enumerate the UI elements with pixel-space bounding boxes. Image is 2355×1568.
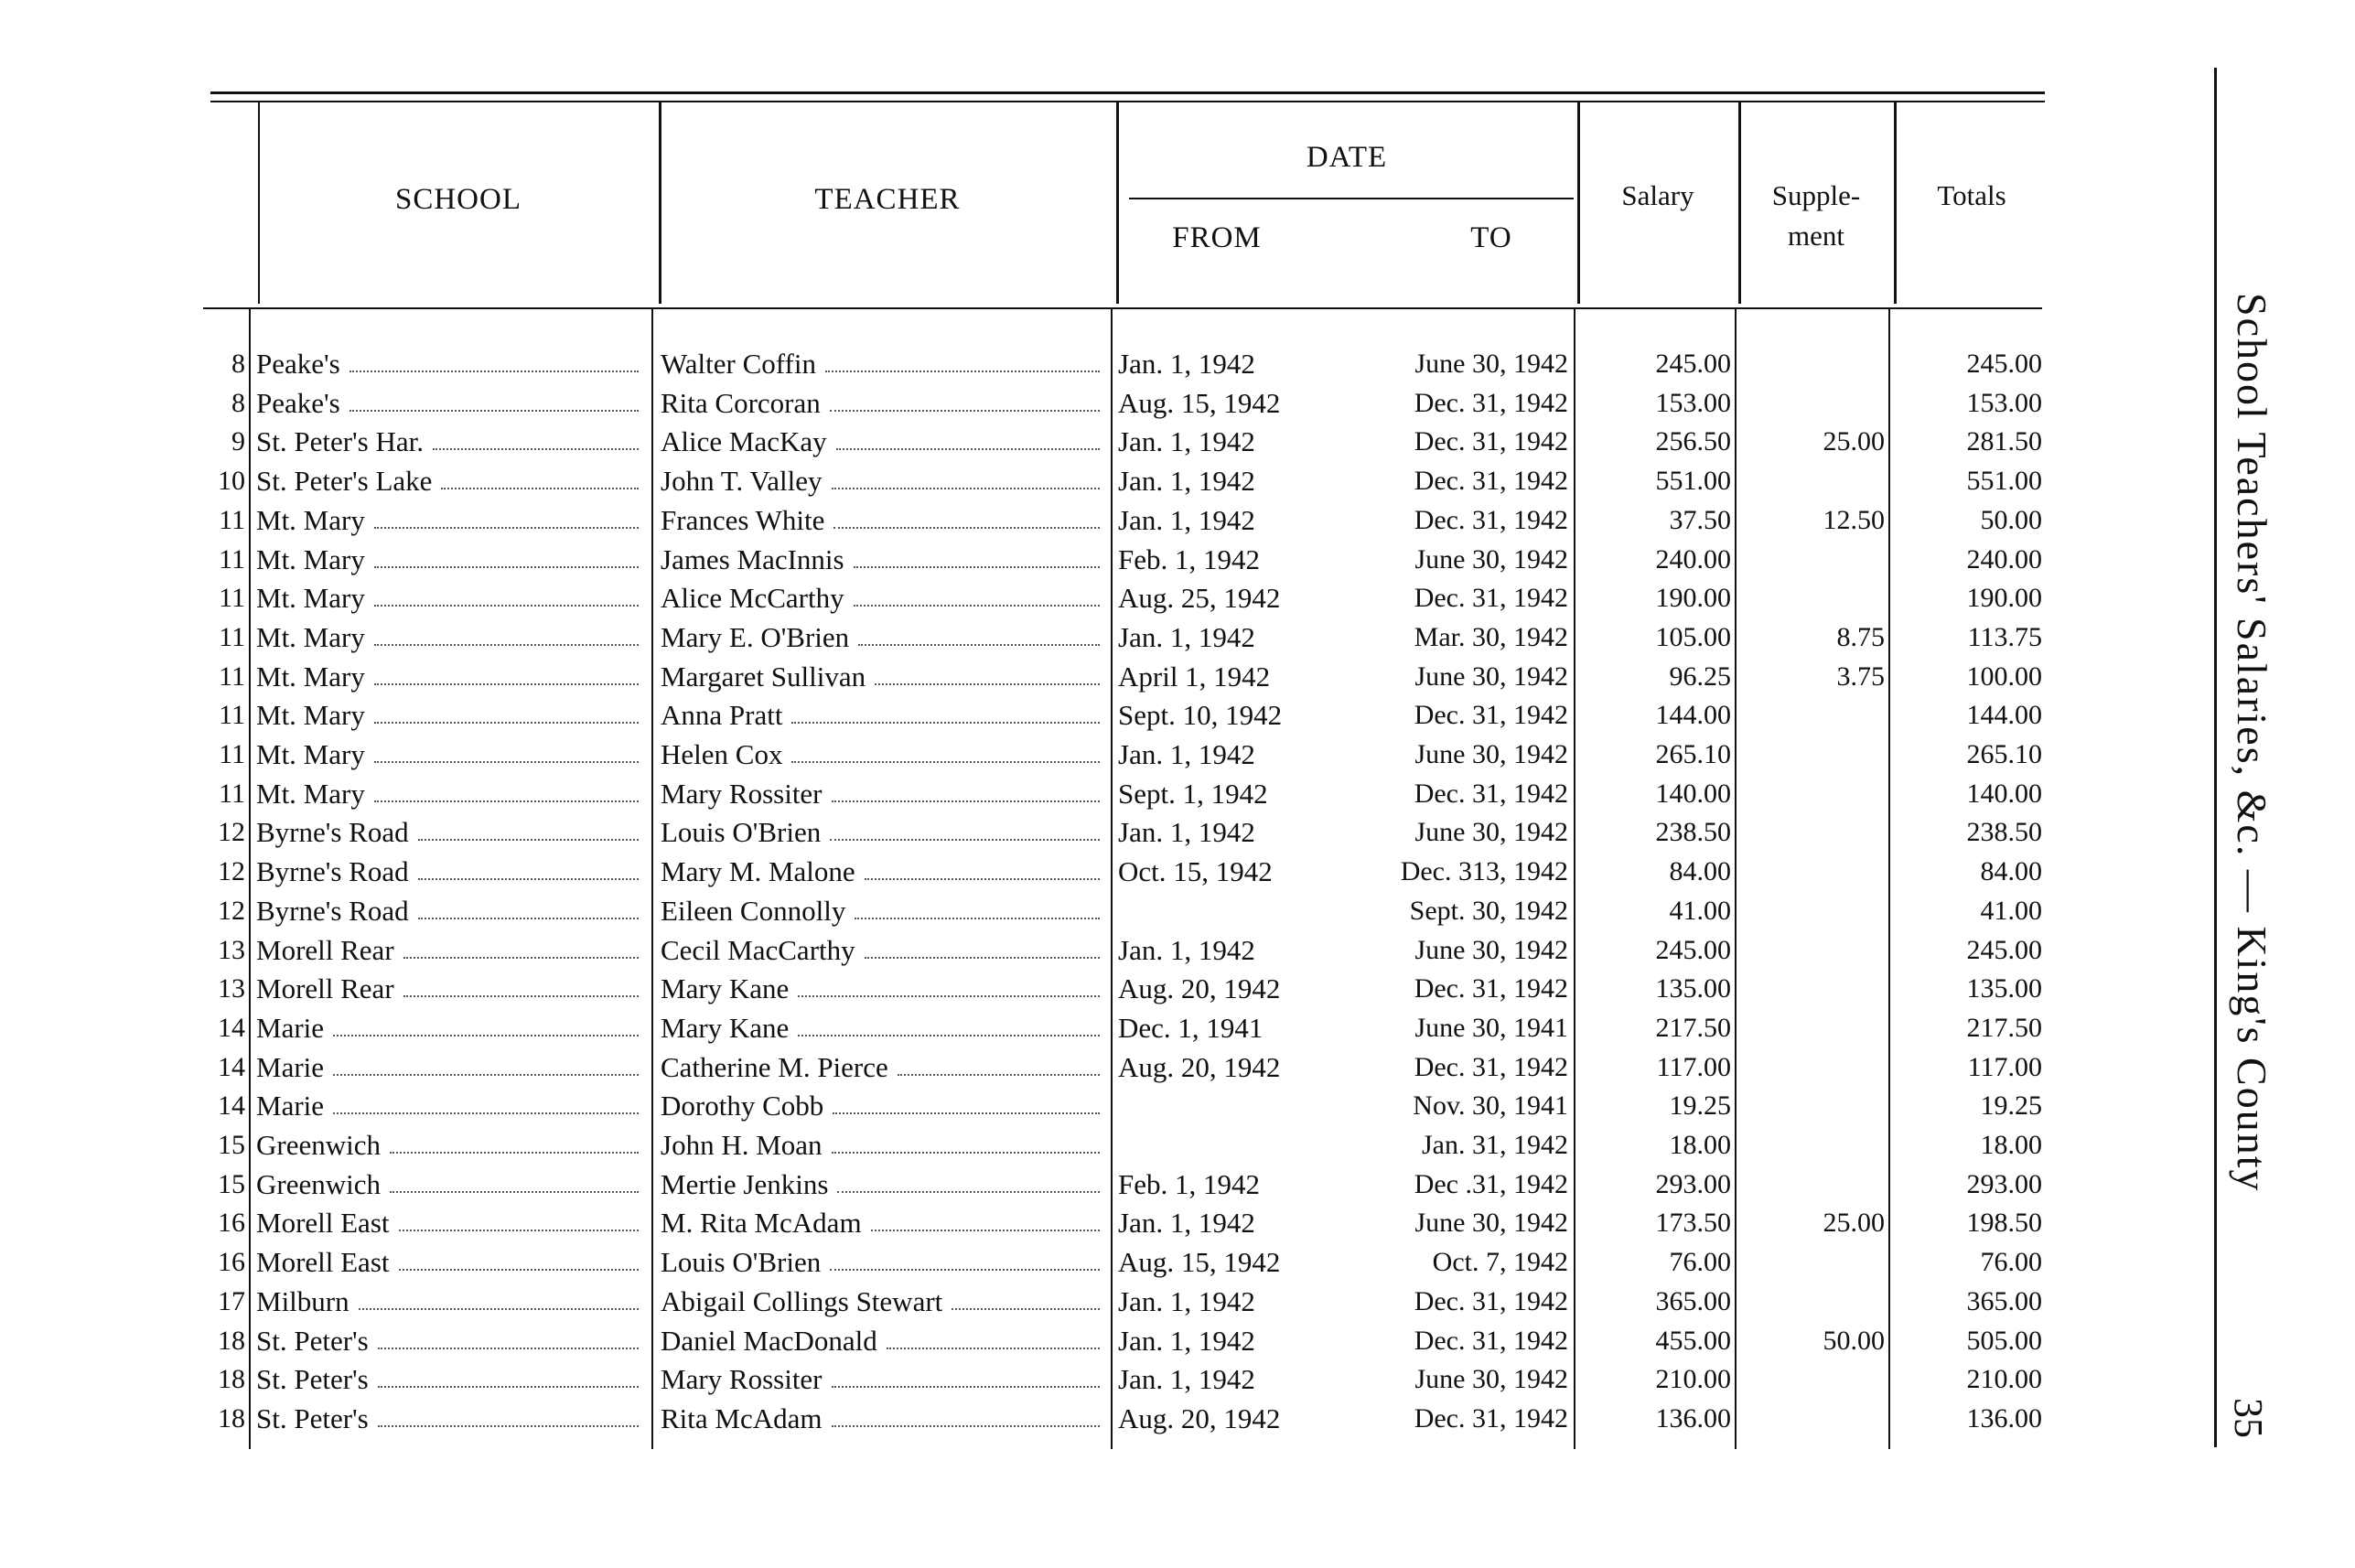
row-date-from: Oct. 15, 1942 xyxy=(1118,855,1273,888)
row-salary: 365.00 xyxy=(1655,1285,1731,1316)
row-teacher: Mary M. Malone xyxy=(661,854,1105,890)
row-supplement: 50.00 xyxy=(1823,1325,1885,1356)
dot-leader xyxy=(830,1268,1100,1271)
dot-leader xyxy=(378,1424,639,1427)
row-date-from: Feb. 1, 1942 xyxy=(1118,542,1260,575)
row-total: 551.00 xyxy=(1966,466,2042,497)
row-salary: 190.00 xyxy=(1655,583,1731,614)
header-supplement-line1: Supple- xyxy=(1771,179,1861,211)
row-teacher: Dorothy Cobb xyxy=(661,1088,1105,1124)
dot-leader xyxy=(798,1034,1100,1036)
row-school: St. Peter's Har. xyxy=(256,424,644,460)
row-teacher: John T. Valley xyxy=(661,463,1105,499)
row-teacher: Mary Kane xyxy=(661,1010,1105,1047)
row-supplement: 25.00 xyxy=(1823,1208,1885,1239)
row-date-to: Dec. 31, 1942 xyxy=(1414,1402,1568,1434)
dot-leader xyxy=(830,838,1100,841)
row-salary: 551.00 xyxy=(1655,466,1731,497)
row-total: 198.50 xyxy=(1966,1208,2042,1239)
row-date-to: Dec. 31, 1942 xyxy=(1414,700,1568,731)
dot-leader xyxy=(798,994,1100,997)
row-date-to: Dec. 31, 1942 xyxy=(1414,387,1568,418)
row-teacher: Louis O'Brien xyxy=(661,814,1105,851)
row-date-from: Aug. 25, 1942 xyxy=(1118,582,1281,615)
dot-leader xyxy=(403,994,639,997)
body-divider-salary xyxy=(1735,307,1737,1449)
row-school: St. Peter's Lake xyxy=(256,463,644,499)
row-total: 140.00 xyxy=(1966,778,2042,809)
dot-leader xyxy=(855,917,1100,919)
dot-leader xyxy=(865,956,1100,959)
row-total: 50.00 xyxy=(1980,504,2042,535)
dot-leader xyxy=(399,1268,640,1271)
row-date-to: Nov. 30, 1941 xyxy=(1413,1090,1568,1122)
dot-leader xyxy=(832,1151,1100,1154)
dot-leader xyxy=(333,1073,639,1076)
row-teacher: M. Rita McAdam xyxy=(661,1205,1105,1241)
margin-rule xyxy=(2214,68,2217,1447)
header-teacher: TEACHER xyxy=(814,183,961,216)
row-date-to: Dec. 313, 1942 xyxy=(1400,856,1568,887)
row-district-number: 18 xyxy=(218,1364,245,1395)
row-date-to: Sept. 30, 1942 xyxy=(1409,895,1568,926)
row-school: Mt. Mary xyxy=(256,619,644,656)
row-teacher: Eileen Connolly xyxy=(661,893,1105,929)
dot-leader xyxy=(374,604,639,607)
row-district-number: 16 xyxy=(218,1208,245,1239)
row-date-from: Jan. 1, 1942 xyxy=(1118,1284,1255,1317)
dot-leader xyxy=(349,370,639,372)
row-salary: 245.00 xyxy=(1655,349,1731,379)
row-date-to: Dec. 31, 1942 xyxy=(1414,1051,1568,1082)
row-date-from: Aug. 20, 1942 xyxy=(1118,1402,1281,1434)
row-teacher: Rita Corcoran xyxy=(661,385,1105,422)
row-total: 190.00 xyxy=(1966,583,2042,614)
row-salary: 140.00 xyxy=(1655,778,1731,809)
dot-leader xyxy=(403,956,639,959)
row-date-from: Dec. 1, 1941 xyxy=(1118,1011,1264,1044)
header-date: DATE xyxy=(1306,141,1388,174)
row-school: Greenwich xyxy=(256,1127,644,1164)
row-teacher: Daniel MacDonald xyxy=(661,1323,1105,1359)
dot-leader xyxy=(374,643,639,646)
row-district-number: 8 xyxy=(231,349,245,379)
header-bottom-rule xyxy=(203,307,2042,309)
row-date-from: Jan. 1, 1942 xyxy=(1118,738,1255,770)
row-total: 19.25 xyxy=(1980,1090,2042,1122)
row-date-to: Dec. 31, 1942 xyxy=(1414,973,1568,1004)
body-divider-date xyxy=(1574,307,1575,1449)
row-total: 245.00 xyxy=(1966,349,2042,379)
row-total: 365.00 xyxy=(1966,1285,2042,1316)
row-teacher: Mary E. O'Brien xyxy=(661,619,1105,656)
row-salary: 41.00 xyxy=(1669,895,1731,926)
row-school: Mt. Mary xyxy=(256,580,644,617)
row-school: Marie xyxy=(256,1049,644,1086)
row-district-number: 11 xyxy=(219,621,245,652)
row-teacher: Mary Rossiter xyxy=(661,1361,1105,1398)
dot-leader xyxy=(374,682,639,685)
dot-leader xyxy=(418,917,639,919)
row-salary: 245.00 xyxy=(1655,934,1731,965)
row-date-to: June 30, 1942 xyxy=(1414,349,1568,379)
dot-leader xyxy=(837,1190,1100,1193)
row-supplement: 12.50 xyxy=(1823,504,1885,535)
row-salary: 256.50 xyxy=(1655,426,1731,457)
row-district-number: 11 xyxy=(219,583,245,614)
dot-leader xyxy=(854,604,1100,607)
row-date-from: April 1, 1942 xyxy=(1118,660,1271,693)
dot-leader xyxy=(374,721,639,724)
row-district-number: 15 xyxy=(218,1130,245,1160)
dot-leader xyxy=(378,1385,639,1388)
dot-leader xyxy=(836,447,1100,450)
dot-leader xyxy=(374,565,639,568)
header-salary: Salary xyxy=(1621,179,1694,211)
row-total: 265.10 xyxy=(1966,739,2042,769)
row-district-number: 10 xyxy=(218,466,245,497)
dot-leader xyxy=(832,1385,1100,1388)
header-to: TO xyxy=(1470,221,1512,254)
row-teacher: Helen Cox xyxy=(661,736,1105,773)
row-district-number: 15 xyxy=(218,1168,245,1199)
row-total: 100.00 xyxy=(1966,660,2042,692)
row-teacher: Alice MacKay xyxy=(661,424,1105,460)
row-school: St. Peter's xyxy=(256,1361,644,1398)
dot-leader xyxy=(898,1073,1100,1076)
row-school: Mt. Mary xyxy=(256,542,644,578)
row-date-from: Sept. 1, 1942 xyxy=(1118,777,1268,810)
row-teacher: Mary Kane xyxy=(661,971,1105,1007)
row-supplement: 25.00 xyxy=(1823,426,1885,457)
dot-leader xyxy=(832,1424,1101,1427)
row-school: Byrne's Road xyxy=(256,814,644,851)
body-divider-supplement xyxy=(1888,307,1890,1449)
row-district-number: 18 xyxy=(218,1402,245,1434)
row-teacher: Frances White xyxy=(661,502,1105,539)
row-school: Morell Rear xyxy=(256,932,644,969)
row-date-from: Jan. 1, 1942 xyxy=(1118,933,1255,966)
row-total: 505.00 xyxy=(1966,1325,2042,1356)
body-divider-number xyxy=(249,307,251,1449)
row-school: Mt. Mary xyxy=(256,697,644,734)
row-teacher: Walter Coffin xyxy=(661,346,1105,382)
row-total: 117.00 xyxy=(1967,1051,2042,1082)
dot-leader xyxy=(833,1112,1100,1114)
row-teacher: John H. Moan xyxy=(661,1127,1105,1164)
dot-leader xyxy=(399,1229,640,1231)
row-date-to: Dec. 31, 1942 xyxy=(1414,1285,1568,1316)
row-district-number: 11 xyxy=(219,739,245,769)
row-teacher: Alice McCarthy xyxy=(661,580,1105,617)
row-total: 240.00 xyxy=(1966,543,2042,575)
row-district-number: 13 xyxy=(218,973,245,1004)
row-total: 217.50 xyxy=(1966,1012,2042,1043)
row-school: Milburn xyxy=(256,1283,644,1320)
dot-leader xyxy=(378,1347,639,1349)
dot-leader xyxy=(441,487,639,489)
dot-leader xyxy=(374,800,639,802)
row-date-from: Feb. 1, 1942 xyxy=(1118,1167,1260,1200)
row-date-from: Jan. 1, 1942 xyxy=(1118,816,1255,849)
row-date-from: Aug. 15, 1942 xyxy=(1118,1246,1281,1279)
row-date-from: Aug. 20, 1942 xyxy=(1118,1050,1281,1083)
row-salary: 217.50 xyxy=(1655,1012,1731,1043)
row-salary: 96.25 xyxy=(1669,660,1731,692)
row-total: 18.00 xyxy=(1980,1130,2042,1160)
row-date-from: Jan. 1, 1942 xyxy=(1118,1363,1255,1396)
row-date-to: June 30, 1942 xyxy=(1414,543,1568,575)
row-school: Marie xyxy=(256,1088,644,1124)
dot-leader xyxy=(390,1190,639,1193)
row-school: Morell East xyxy=(256,1205,644,1241)
row-date-to: Dec. 31, 1942 xyxy=(1414,426,1568,457)
dot-leader xyxy=(791,721,1100,724)
row-total: 281.50 xyxy=(1966,426,2042,457)
row-school: St. Peter's xyxy=(256,1401,644,1437)
date-subheader-rule xyxy=(1129,198,1574,199)
header-totals: Totals xyxy=(1937,179,2006,211)
row-district-number: 11 xyxy=(219,543,245,575)
row-date-to: Mar. 30, 1942 xyxy=(1414,621,1568,652)
body-divider-school xyxy=(651,307,653,1449)
row-date-to: Dec. 31, 1942 xyxy=(1414,583,1568,614)
row-salary: 238.50 xyxy=(1655,817,1731,848)
header-supplement-line2: ment xyxy=(1788,220,1844,252)
row-date-from: Aug. 15, 1942 xyxy=(1118,386,1281,419)
row-district-number: 17 xyxy=(218,1285,245,1316)
row-date-to: Oct. 7, 1942 xyxy=(1432,1247,1568,1278)
row-salary: 293.00 xyxy=(1655,1168,1731,1199)
dot-leader xyxy=(887,1347,1100,1349)
row-school: Greenwich xyxy=(256,1166,644,1203)
dot-leader xyxy=(359,1307,639,1310)
row-date-to: Dec. 31, 1942 xyxy=(1414,466,1568,497)
row-date-to: June 30, 1942 xyxy=(1414,817,1568,848)
row-salary: 135.00 xyxy=(1655,973,1731,1004)
row-district-number: 14 xyxy=(218,1090,245,1122)
row-date-from: Jan. 1, 1942 xyxy=(1118,1207,1255,1240)
row-district-number: 11 xyxy=(219,504,245,535)
row-school: Mt. Mary xyxy=(256,776,644,812)
row-date-from: Jan. 1, 1942 xyxy=(1118,1324,1255,1357)
row-salary: 455.00 xyxy=(1655,1325,1731,1356)
dot-leader xyxy=(390,1151,639,1154)
row-school: Mt. Mary xyxy=(256,736,644,773)
dot-leader xyxy=(825,370,1100,372)
row-date-from: Jan. 1, 1942 xyxy=(1118,425,1255,458)
row-district-number: 11 xyxy=(219,660,245,692)
row-date-from: Jan. 1, 1942 xyxy=(1118,620,1255,653)
row-district-number: 12 xyxy=(218,856,245,887)
row-salary: 173.50 xyxy=(1655,1208,1731,1239)
row-district-number: 12 xyxy=(218,817,245,848)
header-school: SCHOOL xyxy=(394,183,522,216)
row-total: 41.00 xyxy=(1980,895,2042,926)
row-total: 136.00 xyxy=(1966,1402,2042,1434)
row-school: Mt. Mary xyxy=(256,659,644,695)
row-district-number: 18 xyxy=(218,1325,245,1356)
dot-leader xyxy=(854,565,1100,568)
row-date-to: June 30, 1942 xyxy=(1414,934,1568,965)
dot-leader xyxy=(833,526,1100,529)
row-date-to: Dec .31, 1942 xyxy=(1414,1168,1568,1199)
dot-leader xyxy=(832,487,1100,489)
row-teacher: Rita McAdam xyxy=(661,1401,1105,1437)
row-total: 144.00 xyxy=(1966,700,2042,731)
row-supplement: 3.75 xyxy=(1836,660,1885,692)
header-from: FROM xyxy=(1172,221,1262,254)
row-teacher: Louis O'Brien xyxy=(661,1244,1105,1281)
row-date-to: June 30, 1942 xyxy=(1414,660,1568,692)
row-school: Peake's xyxy=(256,346,644,382)
row-salary: 19.25 xyxy=(1669,1090,1731,1122)
row-date-to: Dec. 31, 1942 xyxy=(1414,1325,1568,1356)
row-date-to: Dec. 31, 1942 xyxy=(1414,778,1568,809)
top-rule-inner xyxy=(210,101,2045,102)
row-date-from: Jan. 1, 1942 xyxy=(1118,465,1255,498)
row-district-number: 16 xyxy=(218,1247,245,1278)
row-salary: 153.00 xyxy=(1655,387,1731,418)
row-total: 135.00 xyxy=(1966,973,2042,1004)
row-teacher: Catherine M. Pierce xyxy=(661,1049,1105,1086)
row-total: 113.75 xyxy=(1967,621,2042,652)
running-title: School Teachers' Salaries, &c. — King's County xyxy=(2229,293,2275,1193)
row-district-number: 11 xyxy=(219,700,245,731)
row-salary: 84.00 xyxy=(1669,856,1731,887)
row-district-number: 12 xyxy=(218,895,245,926)
row-date-to: Jan. 31, 1942 xyxy=(1422,1130,1568,1160)
row-district-number: 11 xyxy=(219,778,245,809)
dot-leader xyxy=(433,447,639,450)
dot-leader xyxy=(374,760,639,763)
dot-leader xyxy=(858,643,1100,646)
top-rule xyxy=(210,91,2045,94)
row-salary: 105.00 xyxy=(1655,621,1731,652)
row-total: 153.00 xyxy=(1966,387,2042,418)
row-teacher: Abigail Collings Stewart xyxy=(661,1283,1105,1320)
row-date-from: Jan. 1, 1942 xyxy=(1118,503,1255,536)
row-teacher: Mertie Jenkins xyxy=(661,1166,1105,1203)
row-teacher: Cecil MacCarthy xyxy=(661,932,1105,969)
row-salary: 76.00 xyxy=(1669,1247,1731,1278)
dot-leader xyxy=(791,760,1100,763)
row-total: 293.00 xyxy=(1966,1168,2042,1199)
row-district-number: 9 xyxy=(231,426,245,457)
row-salary: 265.10 xyxy=(1655,739,1731,769)
row-teacher: James MacInnis xyxy=(661,542,1105,578)
row-total: 245.00 xyxy=(1966,934,2042,965)
row-district-number: 8 xyxy=(231,387,245,418)
body-divider-teacher xyxy=(1111,307,1113,1449)
row-date-from: Aug. 20, 1942 xyxy=(1118,972,1281,1005)
row-school: Marie xyxy=(256,1010,644,1047)
dot-leader xyxy=(830,409,1100,412)
row-school: Peake's xyxy=(256,385,644,422)
row-total: 210.00 xyxy=(1966,1364,2042,1395)
dot-leader xyxy=(418,877,639,880)
dot-leader xyxy=(832,800,1100,802)
page-number: 35 xyxy=(2226,1398,2271,1438)
dot-leader xyxy=(952,1307,1100,1310)
dot-leader xyxy=(374,526,639,529)
row-school: St. Peter's xyxy=(256,1323,644,1359)
dot-leader xyxy=(871,1229,1100,1231)
row-salary: 117.00 xyxy=(1656,1051,1731,1082)
row-date-to: June 30, 1942 xyxy=(1414,1208,1568,1239)
row-school: Byrne's Road xyxy=(256,893,644,929)
header-divider xyxy=(1116,102,1119,304)
row-district-number: 13 xyxy=(218,934,245,965)
dot-leader xyxy=(333,1112,639,1114)
row-school: Byrne's Road xyxy=(256,854,644,890)
dot-leader xyxy=(875,682,1100,685)
row-teacher: Margaret Sullivan xyxy=(661,659,1105,695)
dot-leader xyxy=(865,877,1100,880)
row-school: Mt. Mary xyxy=(256,502,644,539)
row-salary: 240.00 xyxy=(1655,543,1731,575)
row-date-to: June 30, 1941 xyxy=(1414,1012,1568,1043)
row-date-to: June 30, 1942 xyxy=(1414,739,1568,769)
row-salary: 136.00 xyxy=(1655,1402,1731,1434)
row-teacher: Anna Pratt xyxy=(661,697,1105,734)
row-supplement: 8.75 xyxy=(1836,621,1885,652)
row-salary: 210.00 xyxy=(1655,1364,1731,1395)
row-salary: 144.00 xyxy=(1655,700,1731,731)
row-school: Morell East xyxy=(256,1244,644,1281)
row-total: 76.00 xyxy=(1980,1247,2042,1278)
row-district-number: 14 xyxy=(218,1051,245,1082)
row-date-from: Jan. 1, 1942 xyxy=(1118,348,1255,380)
row-date-to: June 30, 1942 xyxy=(1414,1364,1568,1395)
row-total: 84.00 xyxy=(1980,856,2042,887)
row-salary: 37.50 xyxy=(1669,504,1731,535)
row-school: Morell Rear xyxy=(256,971,644,1007)
row-teacher: Mary Rossiter xyxy=(661,776,1105,812)
row-total: 238.50 xyxy=(1966,817,2042,848)
dot-leader xyxy=(418,838,639,841)
dot-leader xyxy=(349,409,639,412)
row-date-to: Dec. 31, 1942 xyxy=(1414,504,1568,535)
row-date-from: Sept. 10, 1942 xyxy=(1118,699,1283,732)
dot-leader xyxy=(333,1034,639,1036)
row-district-number: 14 xyxy=(218,1012,245,1043)
row-salary: 18.00 xyxy=(1669,1130,1731,1160)
